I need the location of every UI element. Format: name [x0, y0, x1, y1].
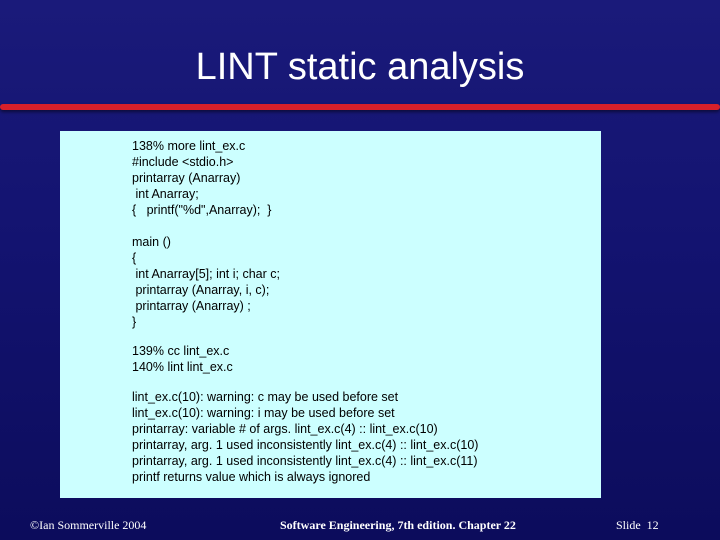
code-line: 139% cc lint_ex.c	[132, 344, 230, 358]
code-line: printarray (Anarray, i, c);	[132, 283, 270, 297]
code-line: 138% more lint_ex.c	[132, 139, 246, 153]
footer-book-title: Software Engineering, 7th edition. Chapter 22	[280, 518, 516, 532]
footer-slide-number: Slide 12	[616, 518, 659, 532]
code-line: printarray: variable # of args. lint_ex.c(4) :: lint_ex.c(10)	[132, 422, 438, 436]
title-divider	[0, 104, 720, 110]
footer-copyright: ©Ian Sommerville 2004	[30, 518, 147, 532]
slide-title: LINT static analysis	[195, 46, 525, 88]
code-line: lint_ex.c(10): warning: i may be used before set	[132, 406, 395, 420]
code-line: printf returns value which is always ignored	[132, 470, 371, 484]
code-line: int Anarray;	[132, 187, 199, 201]
code-line: 140% lint lint_ex.c	[132, 360, 233, 374]
code-line: main ()	[132, 235, 171, 249]
code-listing-panel	[60, 131, 601, 498]
code-line: #include <stdio.h>	[132, 155, 234, 169]
code-line: int Anarray[5]; int i; char c;	[132, 267, 280, 281]
code-line: printarray (Anarray) ;	[132, 299, 251, 313]
code-line: printarray (Anarray)	[132, 171, 241, 185]
code-line: printarray, arg. 1 used inconsistently lint_ex.c(4) :: lint_ex.c(11)	[132, 454, 478, 468]
code-line: {	[132, 251, 137, 265]
code-line: printarray, arg. 1 used inconsistently lint_ex.c(4) :: lint_ex.c(10)	[132, 438, 479, 452]
code-line: { printf("%d",Anarray); }	[132, 203, 272, 217]
code-line: lint_ex.c(10): warning: c may be used before set	[132, 390, 399, 404]
code-line: }	[132, 315, 137, 329]
